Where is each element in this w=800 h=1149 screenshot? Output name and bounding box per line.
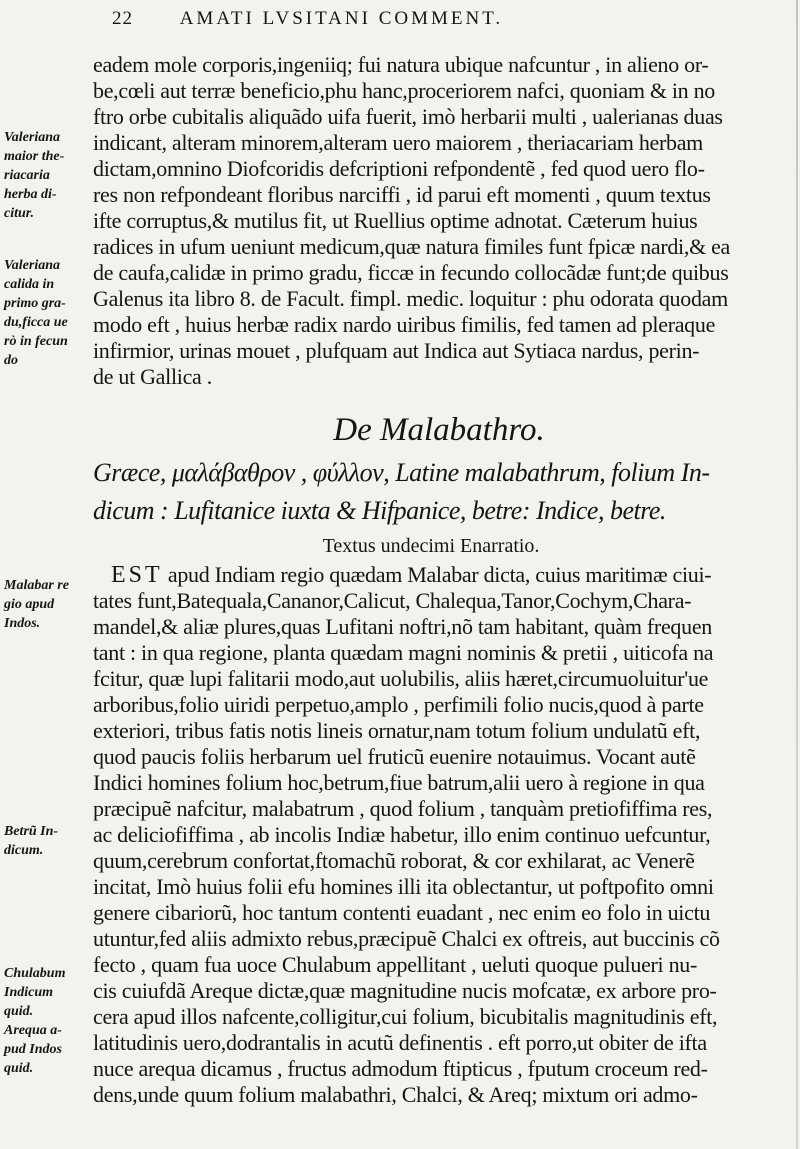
first-line-rest: apud Indiam regio quædam Malabar dicta, cuius maritimæ ciui-: [162, 562, 712, 587]
margin-note-line: Indos.: [4, 616, 41, 631]
margin-note-line: quid.: [4, 1061, 34, 1076]
margin-note-line: Valeriana: [4, 258, 61, 273]
margin-note-line: citur.: [4, 206, 34, 221]
text-line: modo eft , huius herbæ radix nardo uiribus fimilis, fed tamen ad pleraque: [93, 312, 716, 337]
text-line: indicant, alteram minorem,alteram uero maiorem , theriacariam herbam: [93, 130, 703, 155]
text-line: de ut Gallica .: [93, 364, 212, 389]
text-line: utuntur,fed aliis admixto rebus,præcipuẽ Chalci ex oftreis, aut buccinis cõ: [93, 926, 720, 951]
text-line: dictam,omnino Diofcoridis defcriptioni refpondentẽ , fed quod uero flo-: [93, 156, 705, 181]
text-line: Galenus ita libro 8. de Facult. fimpl. medic. loquitur : phu odorata quodam: [93, 286, 728, 311]
text-line: ftro orbe cubitalis aliquãdo uifa fuerit, imò herbarii multi , ualerianas duas: [93, 104, 723, 129]
margin-note-line: primo gra-: [4, 296, 66, 311]
text-line: ac deliciofiffima , ab incolis Indiæ habetur, illo enim continuo uefcuntur,: [93, 822, 711, 847]
body-text-bottom: [93, 562, 769, 1108]
running-head: [112, 8, 772, 30]
margin-note-betru: [4, 822, 90, 860]
main-text: [93, 52, 769, 1108]
margin-note-line: Valeriana: [4, 130, 61, 145]
text-line: arboribus,folio uiridi perpetuo,amplo , perfimili folio nucis,quod à parte: [93, 692, 704, 717]
margin-note-valeriana-calida: [4, 256, 90, 370]
margin-note-line: pud Indos: [4, 1042, 62, 1057]
margin-note-line: Indicum: [4, 985, 54, 1000]
text-line: res non refpondeant floribus narciffi , id parui eft momenti , quum textus: [93, 182, 711, 207]
text-line: tant : in qua regione, planta quædam magni nominis & pretii , uiticofa na: [93, 640, 714, 665]
text-line: fecto , quam fua uoce Chulabum appellitant , ueluti quoque pulueri nu-: [93, 952, 697, 977]
margin-note-line: Chulabum: [4, 966, 66, 981]
margin-note-line: riacaria: [4, 168, 50, 183]
margin-note-line: herba di-: [4, 187, 57, 202]
text-line: tates funt,Batequala,Cananor,Calicut, Chalequa,Tanor,Cochym,Chara-: [93, 588, 692, 613]
text-line: cera apud illos nafcente,colligitur,cui folium, bicubitalis magnitudinis eft,: [93, 1004, 718, 1029]
text-line: præcipuẽ nafcitur, malabatrum , quod folium , tanquàm pretiofiffima res,: [93, 796, 713, 821]
page-edge: [796, 0, 798, 1149]
margin-note-chulabum: [4, 964, 90, 1078]
text-line: cis cuiufdã Areque dictæ,quæ magnitudine nucis mofcatæ, ex arbore pro-: [93, 978, 717, 1003]
text-line: nuce arequa dicamus , fructus admodum ftipticus , fputum croceum red-: [93, 1056, 708, 1081]
margin-note-line: Betrũ In-: [4, 824, 59, 839]
section-names-line: dicum : Lufitanice iuxta & Hifpanice, betre: Indice, betre.: [93, 496, 666, 525]
text-line: radices in ufum ueniunt medicum,quæ natura fimiles funt fpicæ nardi,& ea: [93, 234, 731, 259]
margin-note-line: dicum.: [4, 843, 44, 858]
text-line: mandel,& aliæ plures,quas Lufitani noftri,nõ tam habitant, quàm frequen: [93, 614, 712, 639]
margin-note-line: gio apud: [4, 597, 55, 612]
margin-note-line: maior the-: [4, 149, 65, 164]
margin-note-line: du,ficca ue: [4, 315, 68, 330]
margin-note-line: Malabar re: [4, 578, 69, 593]
margin-note-line: quid.: [4, 1004, 34, 1019]
text-line: quod paucis foliis herbarum uel fruticũ euenire notauimus. Vocant autẽ: [93, 744, 696, 769]
text-line: ifte corruptus,& mutilus fit, ut Ruellius optime adnotat. Cæterum huius: [93, 208, 698, 233]
body-text-top: [93, 52, 769, 390]
text-line-first: [93, 562, 769, 588]
text-line: infirmior, urinas mouet , plufquam aut Indica aut Sytiaca nardus, perin-: [93, 338, 700, 363]
text-line: genere cibariorũ, hoc tantum contenti euadant , nec enim eo folo in uictu: [93, 900, 711, 925]
margin-note-line: Arequa a-: [4, 1023, 62, 1038]
section-subtitle: Textus undecimi Enarratio.: [322, 535, 540, 557]
margin-note-line: calida in: [4, 277, 55, 292]
text-line: latitudinis uero,dodrantalis in acutũ definentis . eft porro,ut obiter de ifta: [93, 1030, 707, 1055]
drop-cap: EST: [111, 562, 163, 588]
margin-note-line: rò in fecun: [4, 334, 68, 349]
section-names-line: Græce, μαλάβαθρον , φύλλον, Latine malabathrum, folium In-: [93, 458, 710, 487]
text-line: fcitur, quæ lupi falitarii modo,aut uolubilis, aliis hæret,circumuoluitur'ue: [93, 666, 709, 691]
text-line: de caufa,calidæ in primo gradu, ficcæ in fecundo collocãdæ funt;de quibus: [93, 260, 729, 285]
text-line: incitat, Imò huius folii efu homines illi ita oblectantur, ut poftpofito omni: [93, 874, 714, 899]
text-line: Indici homines folium hoc,betrum,fiue batrum,alii uero à regione in qua: [93, 770, 705, 795]
page-number: 22: [112, 8, 133, 29]
margin-note-malabar: [4, 576, 90, 633]
running-title: AMATI LVSITANI COMMENT.: [179, 8, 504, 29]
text-line: quum,cerebrum confortat,ftomachũ roborat, & cor exhilarat, ac Venerẽ: [93, 848, 695, 873]
text-line: be,cœli aut terræ beneficio,phu hanc,proceriorem nafci, quoniam & in no: [93, 78, 715, 103]
text-line: dens,unde quum folium malabathri, Chalci, & Areq; mixtum ori admo-: [93, 1082, 698, 1107]
text-line: exteriori, tribus fatis notis lineis ornatur,nam totum folium undulatũ eft,: [93, 718, 701, 743]
text-line: eadem mole corporis,ingeniiq; fui natura ubique nafcuntur , in alieno or-: [93, 52, 709, 77]
section-heading: De Malabathro.: [333, 412, 545, 448]
margin-note-valeriana-maior: [4, 128, 90, 223]
margin-note-line: do: [4, 353, 18, 368]
